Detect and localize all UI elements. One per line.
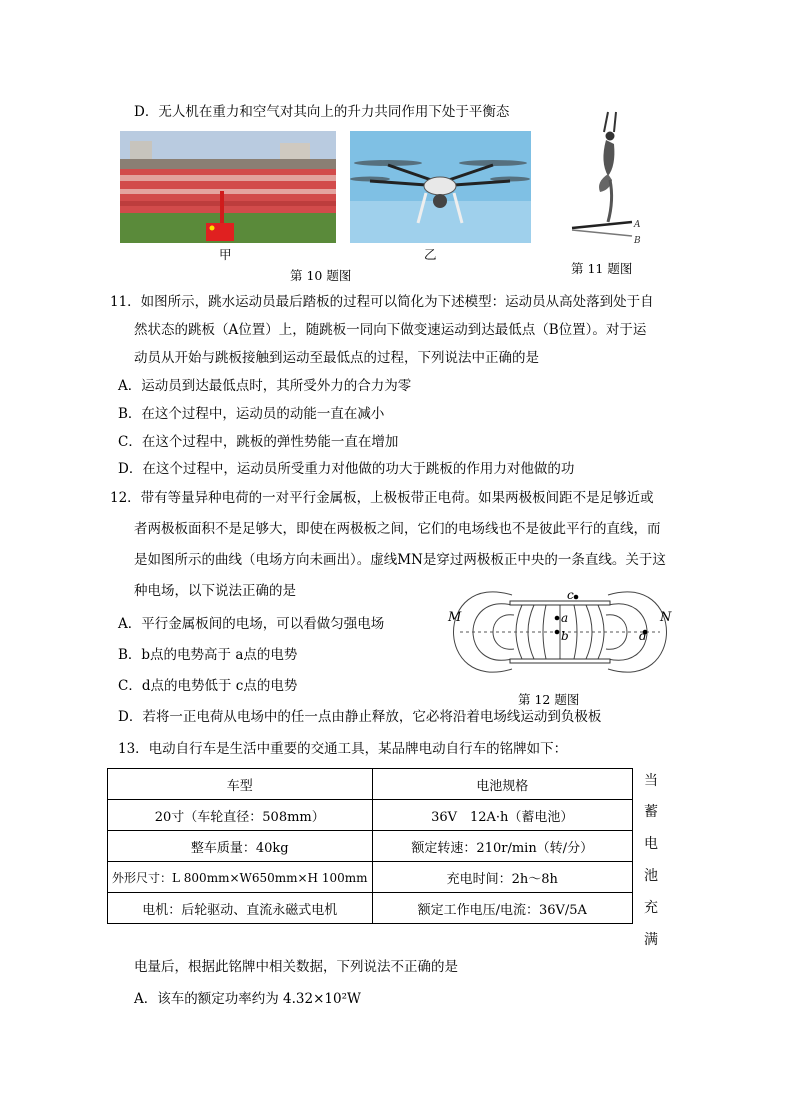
point-a-label: A [634,220,641,230]
photo-label-yi: 乙 [424,247,437,262]
table-row [108,769,633,800]
q13-option-a: A．该车的额定功率约为 4.32×10²W [134,991,361,1007]
drone-photo [350,131,531,243]
table-cell: 车型 [108,769,373,800]
table-cell: 外形尺寸：L 800mm×W650mm×H 100mm [108,862,373,893]
q10-option-d: D．无人机在重力和空气对其向上的升力共同作用下处于平衡态 [134,104,510,120]
table-cell: 整车质量：40kg [108,831,373,862]
figure-12-caption: 第 12 题图 [518,692,580,707]
side-char: 满 [644,932,658,948]
side-char: 电 [644,836,658,852]
figure-11-caption: 第 11 题图 [571,261,633,276]
point-b-label: B [634,236,641,246]
q11-option-b: B．在这个过程中，运动员的动能一直在减小 [118,406,385,422]
q12-stem-line-4: 种电场，以下说法正确的是 [134,583,296,599]
table-row [108,800,633,831]
side-char: 当 [644,773,658,789]
stadium-crowd-photo [120,131,336,243]
table-cell: 充电时间：2h～8h [372,862,633,893]
label-b: b [561,629,569,643]
label-m: M [448,610,462,625]
side-char: 充 [644,900,658,916]
figure-10-caption: 第 10 题图 [290,268,352,283]
table-cell: 电池规格 [372,769,633,800]
q12-stem-line-3: 是如图所示的曲线（电场方向未画出）。虚线MN是穿过两极板正中央的一条直线。关于这 [134,552,666,568]
table-cell: 额定工作电压/电流：36V/5A [372,893,633,924]
q12-option-c: C．d点的电势低于 c点的电势 [118,678,298,694]
bike-spec-table [107,768,633,924]
side-char: 蓄 [644,804,658,820]
label-c: c [567,588,574,602]
label-d: d [639,629,647,643]
q11-stem-line-3: 动员从开始与跳板接触到运动至最低点的过程，下列说法中正确的是 [134,350,539,366]
table-cell: 电机：后轮驱动、直流永磁式电机 [108,893,373,924]
q12-option-a: A．平行金属板间的电场，可以看做匀强电场 [118,616,385,632]
label-n: N [660,610,672,625]
table-row [108,831,633,862]
q11-option-d: D．在这个过程中，运动员所受重力对他做的功大于跳板的作用力对他做的功 [118,461,575,477]
label-a: a [561,611,569,625]
q11-stem-line-1: 11．如图所示，跳水运动员最后踏板的过程可以简化为下述模型：运动员从高处落到处于自 [110,294,654,310]
side-char: 池 [644,868,658,884]
q13-stem: 13．电动自行车是生活中重要的交通工具，某品牌电动自行车的铭牌如下： [118,741,568,757]
table-cell: 20寸（车轮直径：508mm） [108,800,373,831]
table-cell: 36V 12A·h（蓄电池） [372,800,633,831]
q11-stem-line-2: 然状态的跳板（A位置）上，随跳板一同向下做变速运动到达最低点（B位置）。对于运 [134,322,647,338]
q12-option-b: B．b点的电势高于 a点的电势 [118,647,298,663]
table-row [108,862,633,893]
q11-option-c: C．在这个过程中，跳板的弹性势能一直在增加 [118,434,399,450]
q12-stem-line-1: 12．带有等量异种电荷的一对平行金属板，上极板带正电荷。如果两极板间距不是足够近或 [110,490,654,506]
table-row [108,893,633,924]
q12-option-d: D．若将一正电荷从电场中的任一点由静止释放，它必将沿着电场线运动到负极板 [118,709,602,725]
photo-label-jia: 甲 [219,247,232,262]
q13-continuation: 电量后，根据此铭牌中相关数据，下列说法不正确的是 [134,959,458,975]
table-cell: 额定转速：210r/min（转/分） [372,831,633,862]
q11-option-a: A．运动员到达最低点时，其所受外力的合力为零 [118,378,412,394]
q12-stem-line-2: 者两极板面积不是足够大，即使在两极板之间，它们的电场线也不是彼此平行的直线，而 [134,521,661,537]
